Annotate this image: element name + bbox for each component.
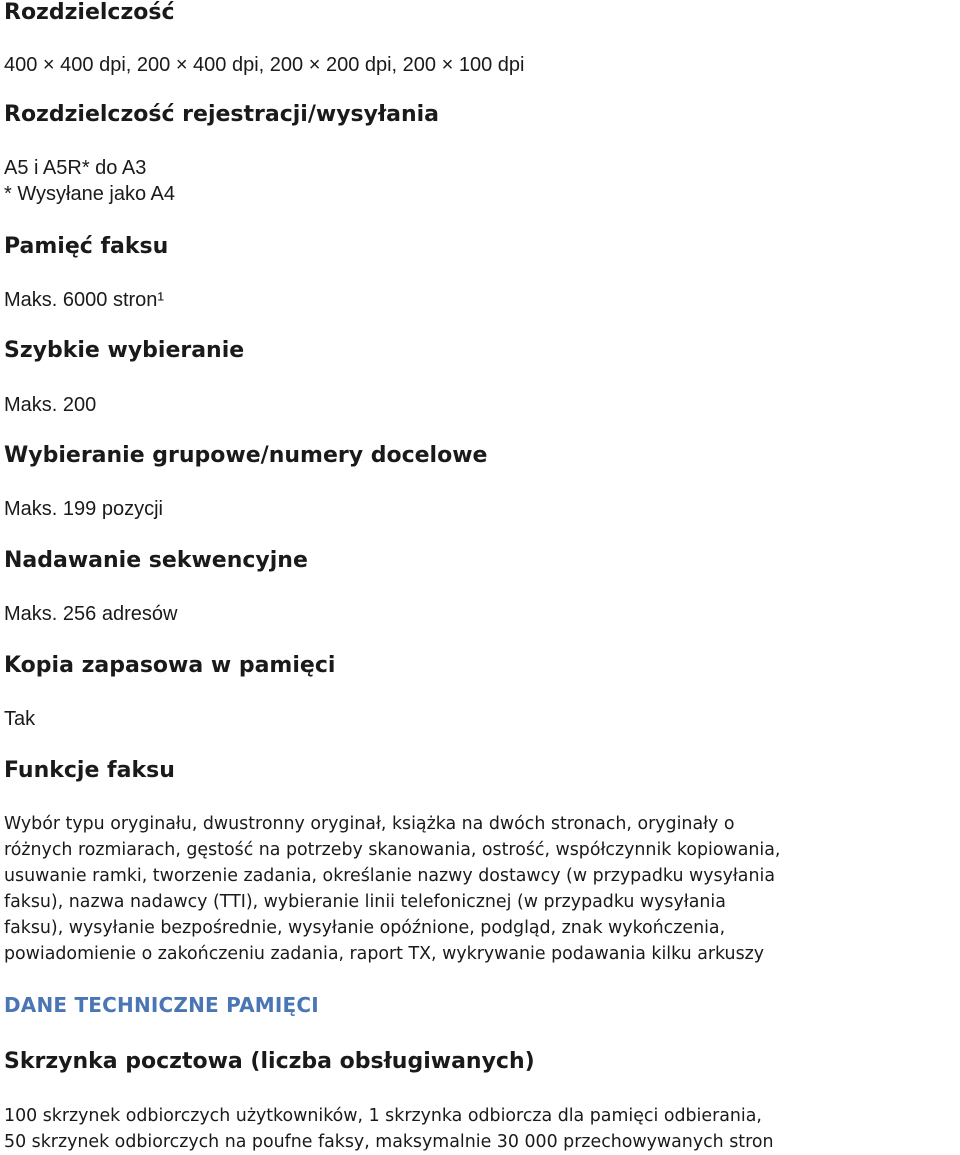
spec-value-scan-send-size-line2: * Wysyłane jako A4 (4, 183, 176, 205)
spec-value-memory-backup: Tak (4, 708, 36, 730)
spec-heading-fax-functions: Funkcje faksu (4, 758, 175, 783)
spec-heading-fax-memory: Pamięć faksu (4, 234, 169, 259)
fax-functions-line: usuwanie ramki, tworzenie zadania, określanie nazwy dostawcy (w przypadku wysyłania (4, 866, 775, 886)
spec-heading-speed-dial: Szybkie wybieranie (4, 338, 245, 363)
spec-value-fax-functions (4, 811, 780, 967)
spec-value-resolution: 400 × 400 dpi, 200 × 400 dpi, 200 × 200 dpi, 200 × 100 dpi (4, 54, 525, 76)
spec-heading-memory-backup: Kopia zapasowa w pamięci (4, 653, 336, 678)
fax-functions-line: faksu), nazwa nadawcy (TTI), wybieranie linii telefonicznej (w przypadku wysyłania (4, 892, 726, 912)
spec-value-group-dial: Maks. 199 pozycji (4, 498, 163, 520)
spec-heading-sequential-broadcast: Nadawanie sekwencyjne (4, 548, 308, 573)
spec-heading-mailbox: Skrzynka pocztowa (liczba obsługiwanych) (4, 1049, 535, 1074)
mailbox-line: 100 skrzynek odbiorczych użytkowników, 1 skrzynka odbiorcza dla pamięci odbierania, (4, 1106, 762, 1126)
fax-functions-line: Wybór typu oryginału, dwustronny oryginał, książka na dwóch stronach, oryginały o (4, 814, 735, 834)
spec-heading-group-dial: Wybieranie grupowe/numery docelowe (4, 443, 488, 468)
spec-value-scan-send-size-line1: A5 i A5R* do A3 (4, 157, 147, 179)
fax-functions-line: różnych rozmiarach, gęstość na potrzeby skanowania, ostrość, współczynnik kopiowania, (4, 840, 781, 860)
fax-functions-line: faksu), wysyłanie bezpośrednie, wysyłanie opóźnione, podgląd, znak wykończenia, (4, 918, 726, 938)
spec-value-mailbox (4, 1103, 774, 1155)
spec-value-sequential-broadcast: Maks. 256 adresów (4, 603, 178, 625)
spec-value-fax-memory: Maks. 6000 stron¹ (4, 289, 165, 311)
spec-heading-resolution: Rozdzielczość (4, 0, 175, 25)
section-title-memory-specs: DANE TECHNICZNE PAMIĘCI (4, 993, 319, 1017)
spec-heading-scan-send-size: Rozdzielczość rejestracji/wysyłania (4, 102, 440, 127)
spec-value-speed-dial: Maks. 200 (4, 394, 97, 416)
fax-functions-line: powiadomienie o zakończeniu zadania, raport TX, wykrywanie podawania kilku arkuszy (4, 944, 765, 964)
mailbox-line: 50 skrzynek odbiorczych na poufne faksy, maksymalnie 30 000 przechowywanych stron (4, 1132, 774, 1152)
